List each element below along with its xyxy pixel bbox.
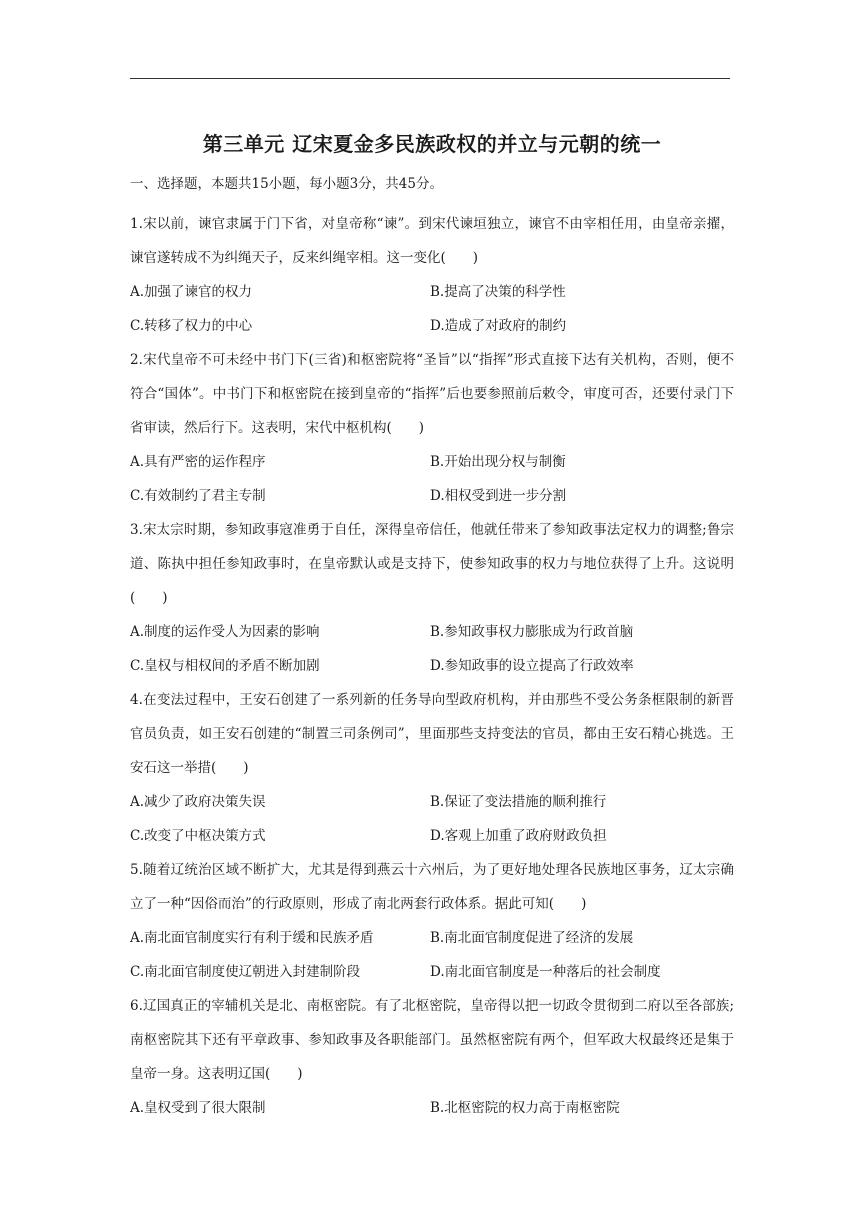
question-5 (130, 853, 734, 989)
option-a: A.南北面官制度实行有利于缓和民族矛盾 (130, 930, 374, 946)
option-d: D.南北面官制度是一种落后的社会制度 (430, 964, 661, 980)
option-b: B.保证了变法措施的顺利推行 (430, 794, 607, 810)
question-stem: 5.随着辽统治区域不断扩大，尤其是得到燕云十六州后，为了更好地处理各民族地区事务，辽太宗确立了一种“因俗而治”的行政原则，形成了南北两套行政体系。据此可知( ) (130, 862, 734, 912)
option-a: A.具有严密的运作程序 (130, 454, 266, 470)
options-grid (130, 785, 734, 853)
question-stem: 1.宋以前，谏官隶属于门下省，对皇帝称“谏”。到宋代谏垣独立，谏官不由宰相任用，由皇帝亲擢，谏官遂转成不为纠绳天子，反来纠绳宰相。这一变化( ) (130, 216, 734, 266)
question-6 (130, 989, 734, 1125)
options-grid (130, 1091, 734, 1125)
option-b: B.北枢密院的权力高于南枢密院 (430, 1100, 620, 1116)
question-stem: 2.宋代皇帝不可未经中书门下(三省)和枢密院将“圣旨”以“指挥”形式直接下达有关机构，否则，便不符合“国体”。中书门下和枢密院在接到皇帝的“指挥”后也要参照前后敕令，审度可否，还要付录门下省审读，然后行下。这表明，宋代中枢机构( ) (130, 352, 734, 436)
option-b: B.提高了决策的科学性 (430, 284, 566, 300)
option-b: B.参知政事权力膨胀成为行政首脑 (430, 624, 634, 640)
option-a: A.加强了谏官的权力 (130, 284, 253, 300)
option-c: C.南北面官制度使辽朝进入封建制阶段 (130, 964, 361, 980)
question-1 (130, 207, 734, 343)
option-a: A.制度的运作受人为因素的影响 (130, 624, 320, 640)
question-stem: 4.在变法过程中，王安石创建了一系列新的任务导向型政府机构，并由那些不受公务条框限制的新晋官员负责，如王安石创建的“制置三司条例司”，里面那些支持变法的官员，都由王安石精心挑选。王安石这一举措( ) (130, 692, 734, 776)
option-a: A.减少了政府决策失误 (130, 794, 266, 810)
option-c: C.皇权与相权间的矛盾不断加剧 (130, 658, 320, 674)
question-4 (130, 683, 734, 853)
option-d: D.造成了对政府的制约 (430, 318, 567, 334)
options-grid (130, 921, 734, 989)
page-title: 第三单元 辽宋夏金多民族政权的并立与元朝的统一 (202, 132, 662, 156)
question-stem: 3.宋太宗时期，参知政事寇准勇于自任，深得皇帝信任，他就任带来了参知政事法定权力的调整;鲁宗道、陈执中担任参知政事时，在皇帝默认或是支持下，使参知政事的权力与地位获得了上升。这说明( ) (130, 522, 734, 606)
option-d: D.客观上加重了政府财政负担 (430, 828, 607, 844)
option-c: C.有效制约了君主专制 (130, 488, 266, 504)
option-d: D.相权受到进一步分割 (430, 488, 567, 504)
document-body (130, 130, 734, 1125)
option-b: B.开始出现分权与制衡 (430, 454, 566, 470)
option-c: C.转移了权力的中心 (130, 318, 253, 334)
options-grid (130, 445, 734, 513)
section-heading: 一、选择题，本题共15小题，每小题3分，共45分。 (130, 176, 443, 192)
question-stem: 6.辽国真正的宰辅机关是北、南枢密院。有了北枢密院，皇帝得以把一切政令贯彻到二府以至各部族;南枢密院其下还有平章政事、参知政事及各职能部门。虽然枢密院有两个，但军政大权最终还是集于皇帝一身。这表明辽国( ) (130, 998, 734, 1082)
options-grid (130, 615, 734, 683)
option-b: B.南北面官制度促进了经济的发展 (430, 930, 634, 946)
question-3 (130, 513, 734, 683)
options-grid (130, 275, 734, 343)
question-2 (130, 343, 734, 513)
header-rule (130, 78, 730, 79)
option-a: A.皇权受到了很大限制 (130, 1100, 266, 1116)
option-d: D.参知政事的设立提高了行政效率 (430, 658, 634, 674)
option-c: C.改变了中枢决策方式 (130, 828, 266, 844)
